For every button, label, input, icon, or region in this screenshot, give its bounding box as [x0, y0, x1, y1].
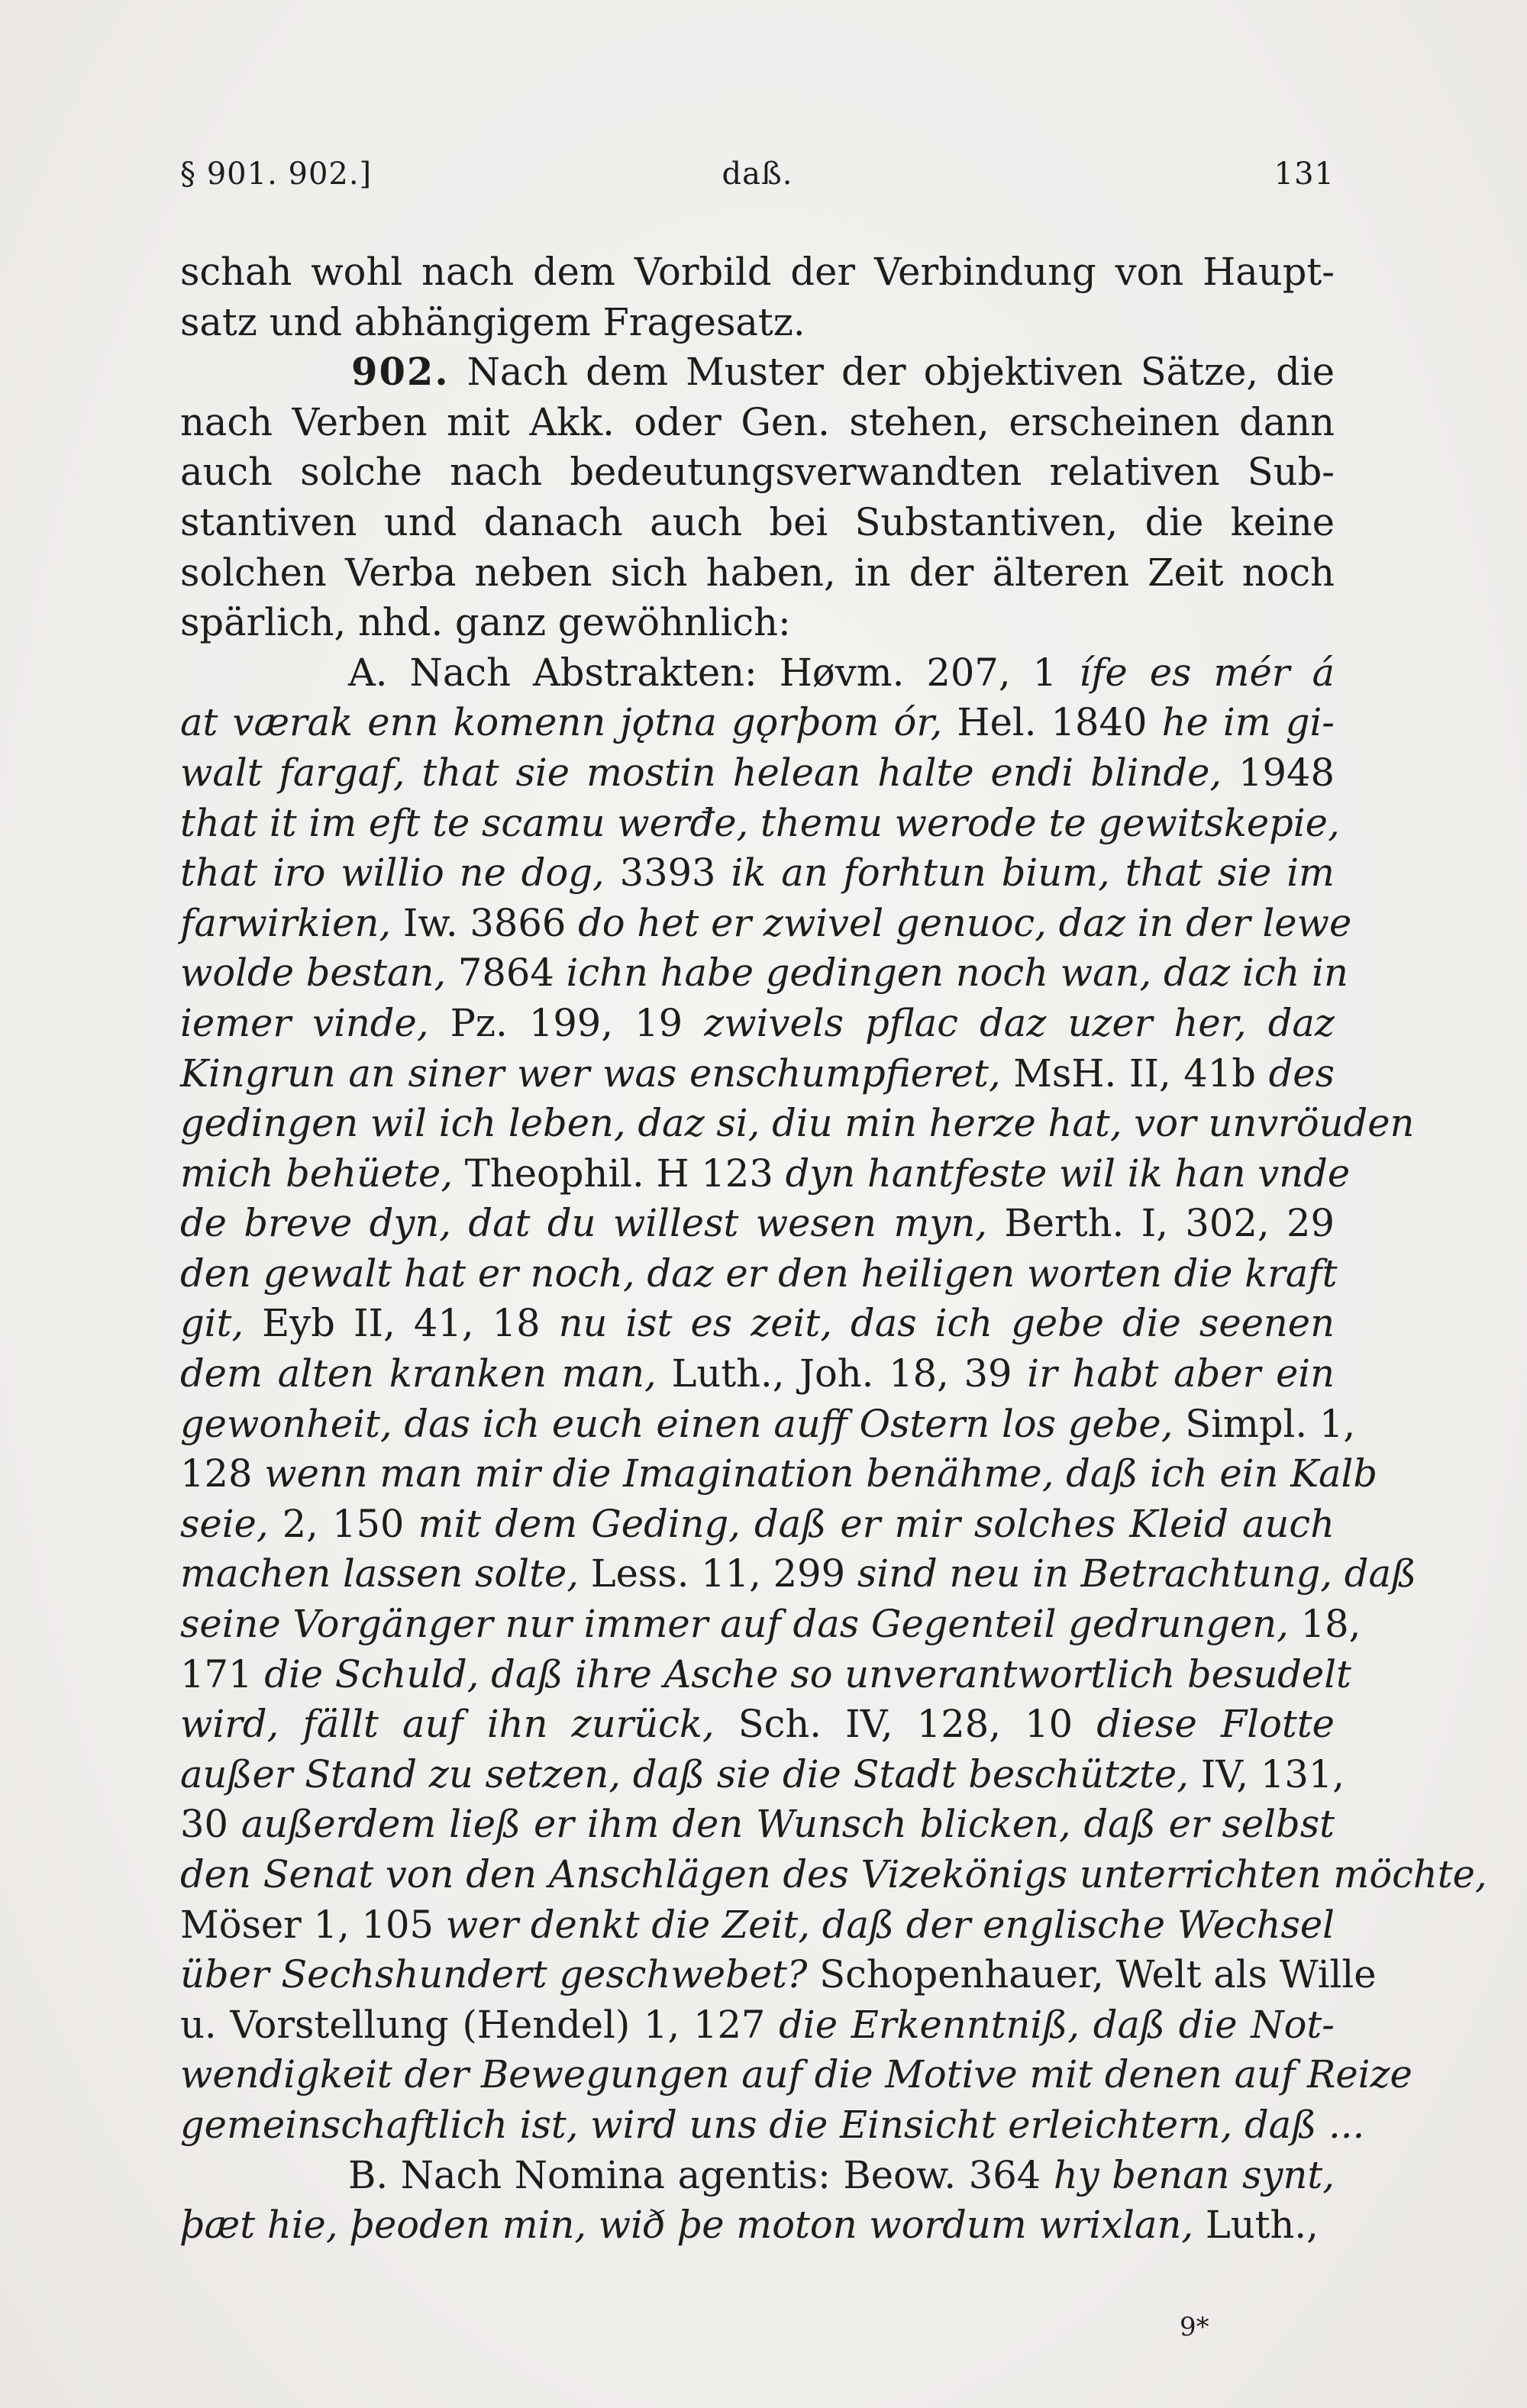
text-segment: A. Nach Abstrakten: Høvm. 207, 1	[348, 650, 1080, 695]
text-segment: Berth. I, 302, 29	[986, 1201, 1335, 1246]
quotation-text: þæt hie, þeoden min, wið þe moton wordum wrixlan,	[180, 2203, 1194, 2248]
text-line	[180, 748, 1335, 799]
text-line	[180, 1650, 1351, 1700]
text-line	[180, 1599, 1361, 1650]
text-line	[180, 698, 1335, 748]
quotation-text: gemeinschaftlich ist, wird uns die Einsicht erleichtern, daß ...	[180, 2102, 1365, 2147]
text-line	[180, 1549, 1417, 1599]
quotation-text: mit dem Geding, daß er mir solches Kleid auch	[418, 1501, 1335, 1546]
section-reference: § 901. 902.]	[180, 157, 373, 192]
text-segment: 30	[180, 1802, 241, 1847]
text-line	[180, 2050, 1412, 2100]
quotation-text: außerdem ließ er ihm den Wunsch blicken, daß er selbst	[241, 1802, 1335, 1847]
text-line	[180, 2000, 1335, 2051]
quotation-text: machen lassen solte,	[180, 1551, 579, 1596]
text-segment: MsH. II, 41b	[1000, 1051, 1269, 1096]
text-line	[180, 1950, 1377, 2000]
quotation-text: zwivels pflac daz uzer her, daz	[704, 1000, 1335, 1045]
text-line	[180, 2200, 1335, 2251]
text-segment: 171	[180, 1651, 265, 1696]
text-line	[180, 1099, 1415, 1149]
text-line	[180, 347, 1335, 398]
text-line	[180, 1199, 1335, 1249]
text-segment: Nach dem Muster der objektiven Sätze, die	[449, 350, 1335, 395]
quotation-text: ífe es mér á	[1079, 650, 1335, 695]
text-line	[180, 548, 1335, 599]
text-line	[180, 1249, 1338, 1299]
quotation-text: sind neu in Betrachtung, daß	[857, 1551, 1417, 1596]
text-segment: Möser 1, 105	[180, 1902, 446, 1947]
quotation-text: wird, fällt auf ihn zurück,	[180, 1702, 715, 1747]
quotation-text: wenn man mir die Imagination benähme, daß ich ein Kalb	[264, 1451, 1378, 1496]
text-segment: auch solche nach bedeutungsverwandten relativen Sub-	[180, 450, 1335, 495]
text-segment: nach Verben mit Akk. oder Gen. stehen, erscheinen dann	[180, 399, 1335, 444]
quotation-text: die Erkenntniß, daß die Not-	[779, 2002, 1335, 2047]
quotation-text: mich behüete,	[180, 1151, 454, 1196]
quotation-text: wer denkt die Zeit, daß der englische Wechsel	[445, 1902, 1335, 1947]
text-line	[180, 999, 1335, 1049]
text-segment: 1948	[1222, 750, 1335, 795]
text-segment: 7864	[446, 951, 567, 996]
text-line	[180, 398, 1335, 448]
text-segment: Pz. 199, 19	[428, 1000, 705, 1045]
quotation-text: iemer vinde,	[180, 1000, 429, 1045]
quotation-text: diese Flotte	[1096, 1702, 1335, 1747]
quotation-text: den gewalt hat er noch, daz er den heiligen worten die kraft	[180, 1251, 1338, 1296]
text-line	[180, 1449, 1378, 1499]
quotation-text: ir habt aber ein	[1027, 1351, 1335, 1396]
text-segment: solchen Verba neben sich haben, in der älteren Zeit noch	[180, 550, 1335, 595]
quotation-text: nu ist es zeit, das ich gebe die seenen	[558, 1301, 1335, 1346]
text-line	[180, 799, 1340, 849]
page-number: 131	[1274, 157, 1335, 192]
running-header	[180, 157, 1335, 202]
quotation-text: that iro willio ne dog,	[180, 851, 605, 896]
text-line	[180, 2100, 1365, 2151]
body-text	[180, 247, 1487, 2251]
quotation-text: dem alten kranken man,	[180, 1351, 657, 1396]
text-line	[180, 2151, 1335, 2201]
text-segment: B. Nach Nomina agentis: Beow. 364	[348, 2152, 1054, 2197]
text-segment: Less. 11, 299	[578, 1551, 857, 1596]
quotation-text: walt fargaf, that sie mostin helean halte endi blinde,	[180, 750, 1222, 795]
text-line	[180, 848, 1335, 899]
signature-mark: 9*	[1180, 2312, 1209, 2342]
text-segment: schah wohl nach dem Vorbild der Verbindung von Haupt-	[180, 250, 1335, 294]
text-line	[180, 598, 1335, 648]
quotation-text: außer Stand zu setzen, daß sie die Stadt beschützte,	[180, 1751, 1189, 1796]
text-segment: spärlich, nhd. ganz gewöhnlich:	[180, 600, 791, 645]
text-line	[180, 247, 1335, 298]
text-segment: 3393	[604, 851, 731, 896]
text-segment: Sch. IV, 128, 10	[714, 1702, 1097, 1747]
quotation-text: wendigkeit der Bewegungen auf die Motive mit denen auf Reize	[180, 2052, 1412, 2097]
quotation-text: dyn hantfeste wil ik han vnde	[785, 1151, 1351, 1196]
text-line	[180, 1800, 1335, 1850]
text-segment: u. Vorstellung (Hendel) 1, 127	[180, 2002, 780, 2047]
text-segment: 2, 150	[268, 1501, 418, 1546]
text-segment: Luth., Joh. 18, 39	[656, 1351, 1028, 1396]
quotation-text: gedingen wil ich leben, daz si, diu min herze hat, vor unvröuden	[180, 1101, 1415, 1146]
quotation-text: he im gi-	[1161, 700, 1335, 745]
quotation-text: den Senat von den Anschlägen des Vizekönigs unterrichten möchte,	[180, 1852, 1487, 1896]
text-line	[180, 1049, 1335, 1099]
text-line	[180, 1399, 1356, 1450]
text-segment: 18,	[1288, 1602, 1361, 1647]
quotation-text: wolde bestan,	[180, 951, 447, 996]
running-title: daß.	[722, 157, 793, 192]
text-segment: Iw. 3866	[391, 900, 579, 945]
quotation-text: ik an forhtun bium, that sie im	[731, 851, 1335, 896]
quotation-text: at værak enn komenn jǫtna gǫrþom ór,	[180, 700, 943, 745]
text-segment: satz und abhängigem Fragesatz.	[180, 299, 805, 344]
quotation-text: ichn habe gedingen noch wan, daz ich in	[566, 951, 1348, 996]
quotation-text: Kingrun an siner wer was enschumpfieret,	[180, 1051, 1001, 1096]
quotation-text: des	[1268, 1051, 1335, 1096]
quotation-text: seine Vorgänger nur immer auf das Gegenteil gedrungen,	[180, 1602, 1289, 1647]
text-line	[180, 1850, 1487, 1900]
text-line	[180, 1149, 1351, 1199]
text-segment: 128	[180, 1451, 265, 1496]
text-segment: Eyb II, 41, 18	[244, 1301, 559, 1346]
text-segment: Simpl. 1,	[1173, 1401, 1356, 1446]
quotation-text: die Schuld, daß ihre Asche so unverantwortlich besudelt	[264, 1651, 1351, 1696]
quotation-text: de breve dyn, dat du willest wesen myn,	[180, 1201, 987, 1246]
quotation-text: hy benan synt,	[1053, 2152, 1335, 2197]
text-line	[180, 948, 1348, 999]
quotation-text: git,	[180, 1301, 244, 1346]
text-segment: Hel. 1840	[942, 700, 1162, 745]
section-number: 902.	[351, 350, 450, 395]
text-line	[180, 1900, 1335, 1951]
text-line	[180, 1699, 1335, 1750]
text-line	[180, 498, 1335, 548]
quotation-text: gewonheit, das ich euch einen auff Ostern los gebe,	[180, 1401, 1173, 1446]
text-line	[180, 648, 1335, 699]
text-segment: stantiven und danach auch bei Substantiven, die keine	[180, 499, 1335, 544]
text-segment: Schopenhauer, Welt als Wille	[807, 1952, 1377, 1997]
text-line	[180, 298, 1335, 348]
quotation-text: über Sechshundert geschwebet?	[180, 1952, 808, 1997]
text-line	[180, 899, 1352, 949]
text-line	[180, 1349, 1335, 1399]
text-line	[180, 1299, 1335, 1349]
text-segment: Luth.,	[1193, 2203, 1319, 2248]
quotation-text: farwirkien,	[180, 900, 392, 945]
quotation-text: that it im eft te scamu werđe, themu werode te gewitskepie,	[180, 800, 1340, 845]
text-line	[180, 447, 1335, 498]
text-line	[180, 1750, 1345, 1800]
text-segment: IV, 131,	[1188, 1751, 1345, 1796]
quotation-text: do het er zwivel genuoc, daz in der lewe	[578, 900, 1352, 945]
quotation-text: seie,	[180, 1501, 269, 1546]
text-segment: Theophil. H 123	[453, 1151, 786, 1196]
text-line	[180, 1499, 1335, 1550]
